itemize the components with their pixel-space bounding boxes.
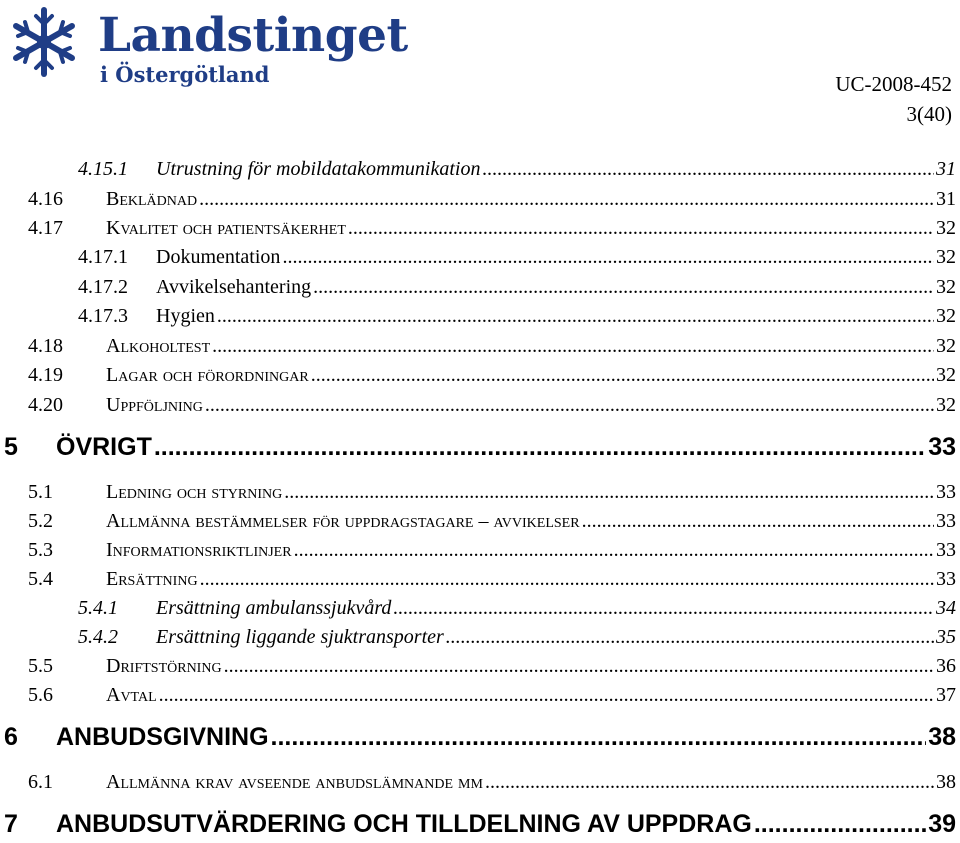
toc-entry-title: ANBUDSGIVNING xyxy=(56,723,269,751)
toc-entry-page: 37 xyxy=(936,684,956,706)
toc-entry[interactable] xyxy=(28,655,956,678)
toc-leader xyxy=(754,810,926,839)
toc-leader xyxy=(199,188,934,211)
toc-entry-page: 31 xyxy=(936,158,956,180)
toc-entry-title: Beklädnad xyxy=(106,188,198,210)
toc-leader xyxy=(205,394,934,417)
toc-entry-page: 36 xyxy=(936,655,956,677)
toc-entry-title: Hygien xyxy=(156,305,215,327)
toc-entry-page: 32 xyxy=(936,217,956,239)
toc-entry-page: 31 xyxy=(936,188,956,210)
toc-entry-number: 5.6 xyxy=(28,684,53,706)
toc-entry-page: 35 xyxy=(936,626,956,648)
toc-chapter[interactable] xyxy=(4,810,956,839)
toc-leader xyxy=(482,158,934,181)
toc-entry-number: 5.3 xyxy=(28,539,53,561)
toc-entry-title: Ersättning xyxy=(106,568,198,590)
toc-leader xyxy=(159,684,934,707)
toc-leader xyxy=(217,305,934,328)
toc-entry-page: 33 xyxy=(936,539,956,561)
toc-entry-number: 4.17.3 xyxy=(78,305,128,327)
toc-entry-number: 4.20 xyxy=(28,394,63,416)
toc-entry-number: 4.19 xyxy=(28,364,63,386)
toc-entry-page: 33 xyxy=(936,510,956,532)
toc-entry-page: 33 xyxy=(936,568,956,590)
toc-entry-number: 6.1 xyxy=(28,771,53,793)
toc-entry-page: 33 xyxy=(928,433,956,461)
toc-entry-title: Avvikelsehantering xyxy=(156,276,312,298)
toc-leader xyxy=(224,655,934,678)
toc-entry-number: 4.16 xyxy=(28,188,63,210)
toc-leader xyxy=(154,433,926,462)
toc-entry-title: Dokumentation xyxy=(156,246,281,268)
toc-entry-title: Lagar och förordningar xyxy=(106,364,309,386)
toc-entry-number: 5.1 xyxy=(28,481,53,503)
toc-entry-page: 38 xyxy=(936,771,956,793)
toc-entry[interactable] xyxy=(78,246,956,269)
toc-entry[interactable] xyxy=(28,335,956,358)
toc-entry-number: 5.5 xyxy=(28,655,53,677)
toc-entry-title: Allmänna bestämmelser för uppdragstagare – avvikelser xyxy=(106,510,580,532)
toc-entry-page: 32 xyxy=(936,335,956,357)
toc-leader xyxy=(311,364,934,387)
toc-entry-number: 4.17 xyxy=(28,217,63,239)
toc-entry-title: ÖVRIGT xyxy=(56,433,152,461)
toc-entry-number: 5.4.1 xyxy=(78,597,118,619)
toc-entry[interactable] xyxy=(28,684,956,707)
toc-entry-number: 5.4.2 xyxy=(78,626,118,648)
toc-entry[interactable] xyxy=(28,364,956,387)
toc-entry-number: 7 xyxy=(4,810,18,838)
toc-entry[interactable] xyxy=(78,305,956,328)
snowflake-logo-icon xyxy=(6,4,82,80)
toc-entry-page: 32 xyxy=(936,394,956,416)
toc-entry-title: Avtal xyxy=(106,684,157,706)
toc-entry-page: 34 xyxy=(936,597,956,619)
toc-entry-number: 5.2 xyxy=(28,510,53,532)
toc-entry[interactable] xyxy=(28,539,956,562)
toc-entry[interactable] xyxy=(78,597,956,620)
toc-entry-number: 5 xyxy=(4,433,18,461)
toc-entry-number: 5.4 xyxy=(28,568,53,590)
logo-name: Landstinget xyxy=(98,8,408,63)
toc-chapter[interactable] xyxy=(4,723,956,752)
toc-leader xyxy=(446,626,934,649)
toc-entry-number: 4.18 xyxy=(28,335,63,357)
toc-entry-title: Uppföljning xyxy=(106,394,203,416)
toc-entry-page: 32 xyxy=(936,276,956,298)
toc-entry[interactable] xyxy=(28,771,956,794)
toc-entry[interactable] xyxy=(78,276,956,299)
toc-entry[interactable] xyxy=(28,481,956,504)
toc-entry-title: Ersättning liggande sjuktransporter xyxy=(156,626,444,648)
toc-leader xyxy=(313,276,934,299)
toc-leader xyxy=(582,510,934,533)
page-number: 3(40) xyxy=(906,102,952,126)
toc-entry-number: 4.17.1 xyxy=(78,246,128,268)
toc-entry-page: 32 xyxy=(936,364,956,386)
toc-leader xyxy=(200,568,934,591)
toc-entry-title: Alkoholtest xyxy=(106,335,211,357)
toc-leader xyxy=(348,217,934,240)
toc-entry-title: Ledning och styrning xyxy=(106,481,283,503)
toc-entry[interactable] xyxy=(28,510,956,533)
toc-entry-title: Utrustning för mobildatakommunikation xyxy=(156,158,481,180)
toc-entry-title: Driftstörning xyxy=(106,655,222,677)
toc-entry-number: 6 xyxy=(4,723,18,751)
toc-leader xyxy=(284,481,934,504)
toc-leader xyxy=(294,539,934,562)
toc-entry[interactable] xyxy=(78,158,956,181)
document-id: UC-2008-452 xyxy=(835,72,952,96)
toc-chapter[interactable] xyxy=(4,433,956,462)
toc-entry-title: Informationsriktlinjer xyxy=(106,539,292,561)
toc-entry[interactable] xyxy=(28,188,956,211)
toc-entry[interactable] xyxy=(28,568,956,591)
toc-entry-title: Ersättning ambulanssjukvård xyxy=(156,597,392,619)
toc-entry-title: Kvalitet och patientsäkerhet xyxy=(106,217,346,239)
toc-leader xyxy=(212,335,934,358)
toc-leader xyxy=(485,771,934,794)
toc-entry-page: 32 xyxy=(936,246,956,268)
toc-entry[interactable] xyxy=(78,626,956,649)
toc-entry-number: 4.15.1 xyxy=(78,158,128,180)
logo-subtitle: i Östergötland xyxy=(100,62,270,87)
toc-entry-page: 38 xyxy=(928,723,956,751)
toc-leader xyxy=(271,723,927,752)
toc-leader xyxy=(282,246,934,269)
toc-entry[interactable] xyxy=(28,394,956,417)
toc-entry-page: 33 xyxy=(936,481,956,503)
toc-entry-number: 4.17.2 xyxy=(78,276,128,298)
toc-leader xyxy=(393,597,934,620)
toc-entry-page: 39 xyxy=(928,810,956,838)
toc-entry-title: ANBUDSUTVÄRDERING OCH TILLDELNING AV UPPDRAG xyxy=(56,810,752,838)
toc-entry-page: 32 xyxy=(936,305,956,327)
toc-entry[interactable] xyxy=(28,217,956,240)
toc-entry-title: Allmänna krav avseende anbudslämnande mm xyxy=(106,771,483,793)
